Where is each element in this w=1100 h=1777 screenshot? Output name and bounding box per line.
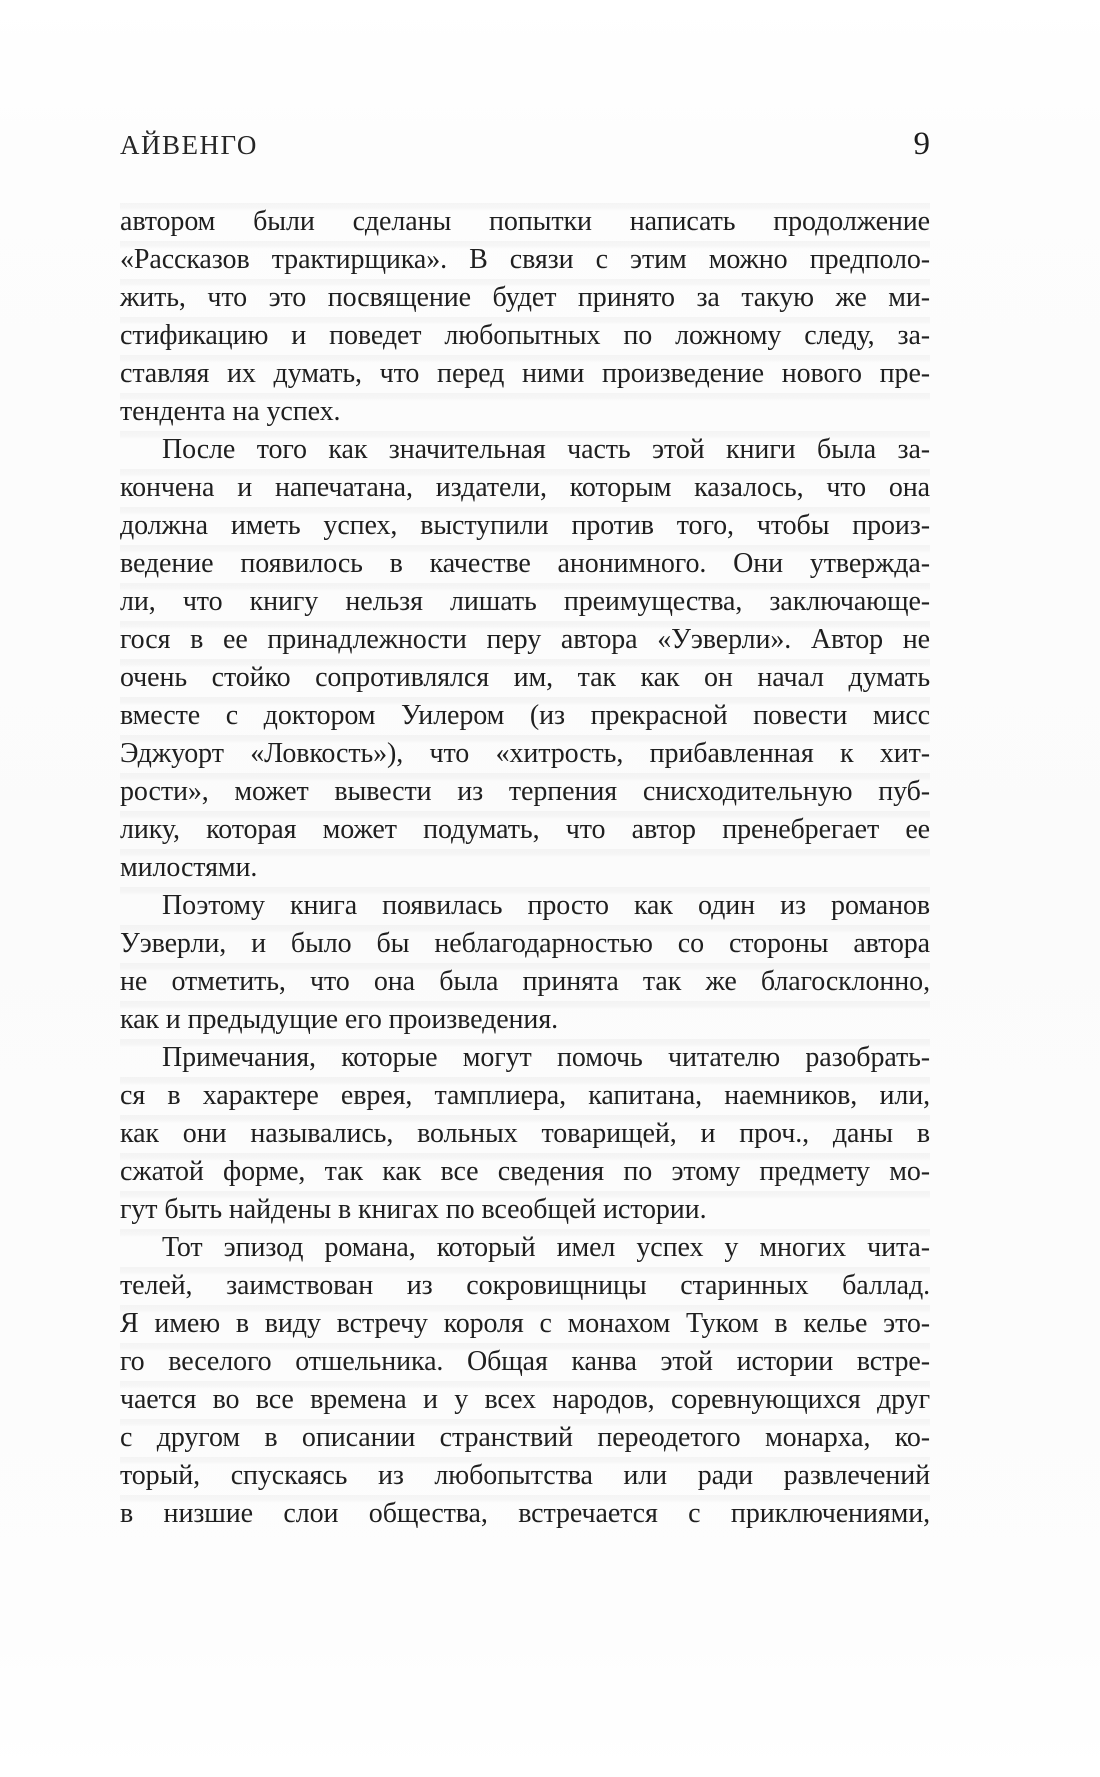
text-line: ли, что книгу нельзя лишать преимущества, заключающе- [120, 583, 930, 621]
text-line: «Рассказов трактирщика». В связи с этим можно предполо- [120, 241, 930, 279]
paragraph [120, 203, 930, 431]
text-line: очень стойко сопротивлялся им, так как он начал думать [120, 659, 930, 697]
text-line: ведение появилось в качестве анонимного. Они утвержда- [120, 545, 930, 583]
text-line: вместе с доктором Уилером (из прекрасной повести мисс [120, 697, 930, 735]
text-line: ставляя их думать, что перед ними произведение нового пре- [120, 355, 930, 393]
text-line: тендента на успех. [120, 393, 930, 431]
text-line: должна иметь успех, выступили против того, чтобы произ- [120, 507, 930, 545]
paragraph [120, 431, 930, 887]
text-line: не отметить, что она была принята так же благосклонно, [120, 963, 930, 1001]
text-line: После того как значительная часть этой книги была за- [120, 431, 930, 469]
text-line: сжатой форме, так как все сведения по этому предмету мо- [120, 1153, 930, 1191]
paragraph [120, 1039, 930, 1229]
text-line: Примечания, которые могут помочь читателю разобрать- [120, 1039, 930, 1077]
text-line: Уэверли, и было бы неблагодарностью со стороны автора [120, 925, 930, 963]
text-line: Я имею в виду встречу короля с монахом Туком в келье это- [120, 1305, 930, 1343]
text-line: как они назывались, вольных товарищей, и проч., даны в [120, 1115, 930, 1153]
text-line: гося в ее принадлежности перу автора «Уэверли». Автор не [120, 621, 930, 659]
text-line: кончена и напечатана, издатели, которым казалось, что она [120, 469, 930, 507]
text-line: рости», может вывести из терпения снисходительную пуб- [120, 773, 930, 811]
text-line: го веселого отшельника. Общая канва этой истории встре- [120, 1343, 930, 1381]
paragraph [120, 887, 930, 1039]
page-header [120, 126, 930, 163]
text-line: гут быть найдены в книгах по всеобщей истории. [120, 1191, 930, 1229]
paragraph [120, 1229, 930, 1533]
text-line: чается во все времена и у всех народов, соревнующихся друг [120, 1381, 930, 1419]
text-line: лику, которая может подумать, что автор пренебрегает ее [120, 811, 930, 849]
text-line: с другом в описании странствий переодетого монарха, ко- [120, 1419, 930, 1457]
text-line: жить, что это посвящение будет принято за такую же ми- [120, 279, 930, 317]
text-line: в низшие слои общества, встречается с приключениями, [120, 1495, 930, 1533]
text-line: стификацию и поведет любопытных по ложному следу, за- [120, 317, 930, 355]
text-line: Эджуорт «Ловкость»), что «хитрость, прибавленная к хит- [120, 735, 930, 773]
text-line: телей, заимствован из сокровищницы старинных баллад. [120, 1267, 930, 1305]
page-number: 9 [913, 126, 930, 162]
text-line: как и предыдущие его произведения. [120, 1001, 930, 1039]
text-line: ся в характере еврея, тамплиера, капитана, наемников, или, [120, 1077, 930, 1115]
text-line: Тот эпизод романа, который имел успех у многих чита- [120, 1229, 930, 1267]
text-line: Поэтому книга появилась просто как один из романов [120, 887, 930, 925]
text-line: автором были сделаны попытки написать продолжение [120, 203, 930, 241]
running-title: АЙВЕНГО [120, 130, 258, 160]
text-line: милостями. [120, 849, 930, 887]
text-block [120, 203, 930, 1533]
text-line: торый, спускаясь из любопытства или ради развлечений [120, 1457, 930, 1495]
